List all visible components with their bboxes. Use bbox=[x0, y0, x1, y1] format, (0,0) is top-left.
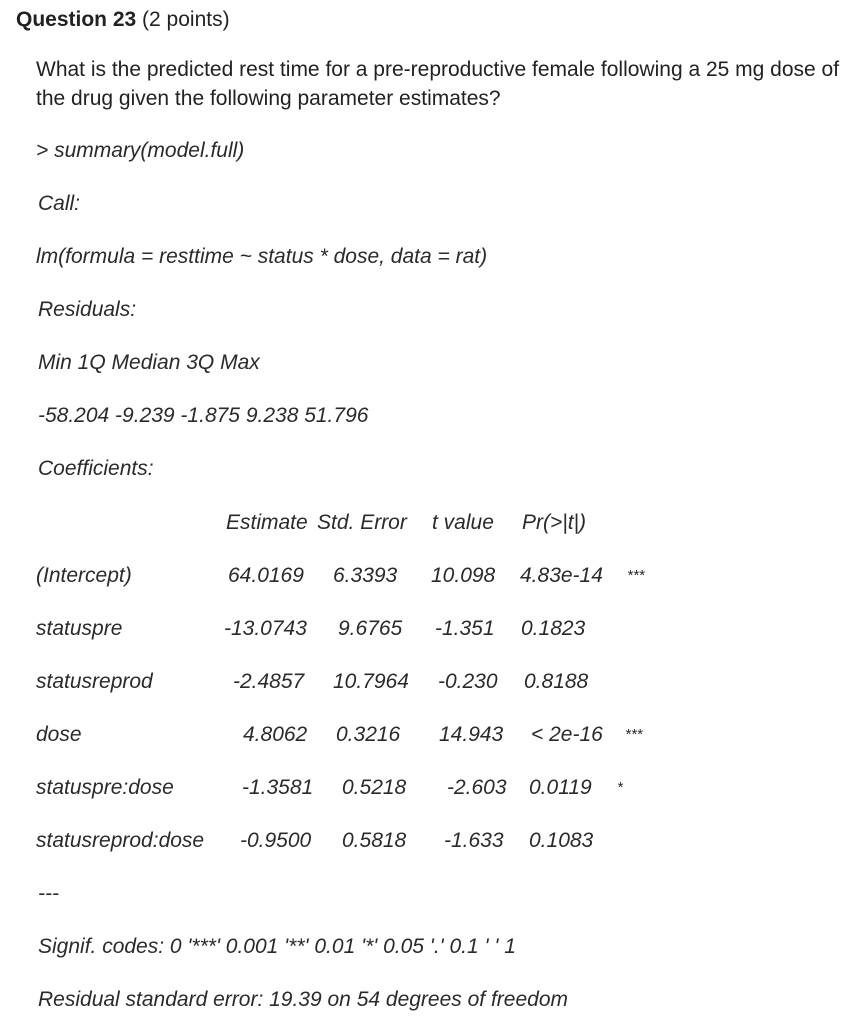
call-label: Call: bbox=[38, 192, 81, 215]
coef-term: statuspre bbox=[36, 617, 123, 640]
coef-p-value: < 2e-16 bbox=[531, 723, 603, 746]
signif-stars: * bbox=[617, 779, 623, 796]
residuals-values: -58.204 -9.239 -1.875 9.238 51.796 bbox=[38, 404, 369, 427]
coef-term: statusreprod:dose bbox=[36, 829, 205, 852]
coef-std-error: 0.5218 bbox=[342, 776, 407, 799]
coef-estimate: 64.0169 bbox=[228, 564, 304, 587]
coef-std-error: 0.5818 bbox=[342, 829, 407, 852]
coef-std-error: 9.6765 bbox=[338, 617, 403, 640]
r-command: > summary(model.full) bbox=[36, 139, 245, 162]
question-header bbox=[16, 8, 230, 32]
signif-codes: Signif. codes: 0 '***' 0.001 '**' 0.01 '*' 0.05 '.' 0.1 ' ' 1 bbox=[38, 935, 516, 958]
coef-estimate: -13.0743 bbox=[224, 617, 307, 640]
coef-t-value: -1.351 bbox=[435, 617, 495, 640]
coef-t-value: -1.633 bbox=[444, 829, 504, 852]
coef-term: statusreprod bbox=[36, 670, 153, 693]
coef-header-p-value: Pr(>|t|) bbox=[522, 511, 586, 534]
question-number: Question 23 bbox=[16, 8, 137, 31]
coef-estimate: 4.8062 bbox=[243, 723, 308, 746]
coef-t-value: -2.603 bbox=[447, 776, 507, 799]
coef-t-value: -0.230 bbox=[438, 670, 498, 693]
coef-std-error: 0.3216 bbox=[336, 723, 401, 746]
coef-estimate: -2.4857 bbox=[233, 670, 305, 693]
coef-term: statuspre:dose bbox=[36, 776, 174, 799]
question-points: (2 points) bbox=[142, 8, 230, 31]
coef-header-std-error: Std. Error bbox=[317, 511, 407, 534]
signif-stars: *** bbox=[625, 726, 643, 743]
coef-estimate: -0.9500 bbox=[240, 829, 312, 852]
coef-p-value: 0.1823 bbox=[521, 617, 586, 640]
coef-estimate: -1.3581 bbox=[242, 776, 314, 799]
coefficients-label: Coefficients: bbox=[38, 457, 154, 480]
coef-std-error: 6.3393 bbox=[333, 564, 398, 587]
question-prompt: What is the predicted rest time for a pre-reproductive female following a 25 mg dose of the drug given the following parameter estimates? bbox=[36, 58, 840, 110]
call-formula: lm(formula = resttime ~ status * dose, data = rat) bbox=[36, 245, 488, 268]
coef-t-value: 10.098 bbox=[431, 564, 496, 587]
separator: --- bbox=[38, 882, 59, 905]
coef-p-value: 4.83e-14 bbox=[520, 564, 603, 587]
coef-header-t-value: t value bbox=[432, 511, 494, 534]
residuals-label: Residuals: bbox=[38, 298, 137, 321]
coef-header-estimate: Estimate bbox=[226, 511, 308, 534]
coef-term: dose bbox=[36, 723, 82, 746]
coef-t-value: 14.943 bbox=[439, 723, 504, 746]
coef-p-value: 0.8188 bbox=[524, 670, 589, 693]
coef-p-value: 0.0119 bbox=[529, 776, 592, 799]
coef-std-error: 10.7964 bbox=[333, 670, 409, 693]
residuals-header: Min 1Q Median 3Q Max bbox=[38, 351, 260, 374]
residual-standard-error: Residual standard error: 19.39 on 54 degrees of freedom bbox=[38, 988, 568, 1011]
signif-stars: *** bbox=[627, 567, 645, 584]
coef-p-value: 0.1083 bbox=[529, 829, 594, 852]
coef-term: (Intercept) bbox=[36, 564, 132, 587]
